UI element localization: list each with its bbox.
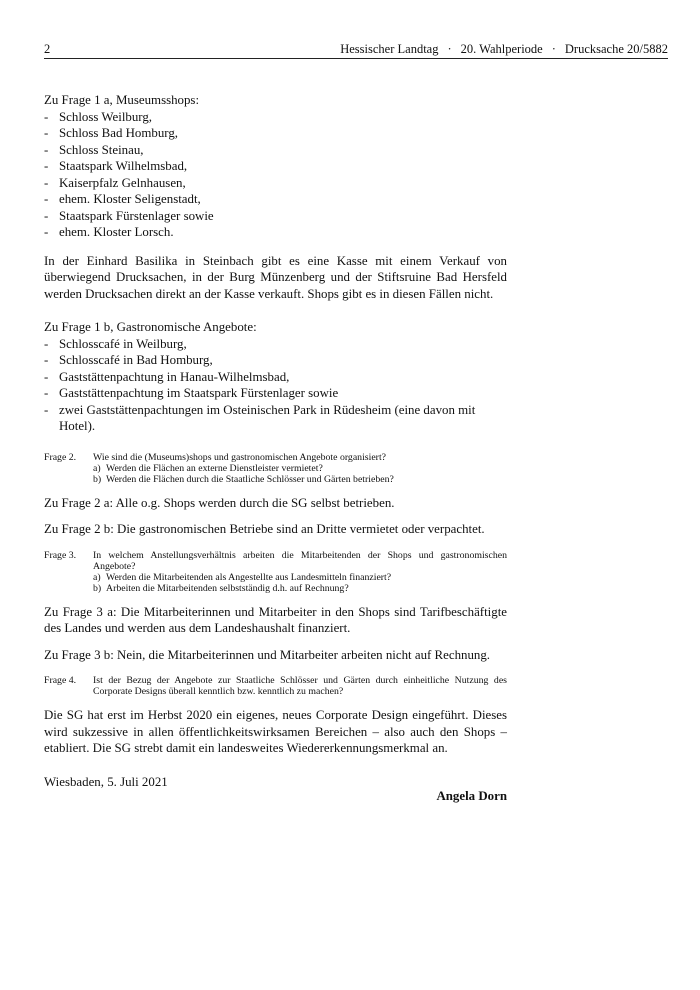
- document-body: [44, 92, 507, 808]
- answer-3b: Zu Frage 3 b: Nein, die Mitarbeiterinnen und Mitarbeiter arbeiten nicht auf Rechnung.: [44, 647, 491, 662]
- question-3: [44, 550, 507, 594]
- question-4: [44, 675, 507, 697]
- answer-2a: Zu Frage 2 a: Alle o.g. Shops werden durch die SG selbst betrieben.: [44, 495, 395, 510]
- list-item: - Schlosscafé in Weilburg,: [44, 336, 187, 351]
- list-item: - Kaiserpfalz Gelnhausen,: [44, 175, 186, 190]
- list-item: - zwei Gaststättenpachtungen im Osteinischen Park in Rüdesheim (eine davon mit Hotel).: [44, 402, 476, 433]
- list-item: - Gaststättenpachtung im Staatspark Fürstenlager sowie: [44, 386, 339, 400]
- header-separator: ·: [447, 42, 452, 56]
- list-item: - ehem. Kloster Seligenstadt,: [44, 192, 201, 206]
- header-drucksache: Drucksache 20/5882: [564, 42, 668, 56]
- header-meta: [340, 42, 668, 57]
- question-label: Frage 2.: [44, 451, 77, 463]
- answer-3a: Zu Frage 3 a: Die Mitarbeiterinnen und Mitarbeiter in den Shops sind Tarifbeschäftigte des Landes und werden aus dem Landeshaushalt finanziert.: [44, 604, 507, 635]
- question-text: Ist der Bezug der Angebote zur Staatliche Schlösser und Gärten durch einheitliche Nutzung des Corporate Designs überall kenntlich bzw. kenntlich zu machen?: [93, 675, 507, 697]
- list-item: - Staatspark Wilhelmsbad,: [44, 159, 188, 173]
- gastronomy-list: [44, 336, 507, 435]
- signature-block: [44, 774, 507, 808]
- page-number: 2: [44, 42, 51, 56]
- list-item: - ehem. Kloster Lorsch.: [44, 225, 174, 239]
- signer-name: Angela Dorn: [436, 788, 507, 803]
- question-label: Frage 4.: [44, 675, 77, 686]
- question-text: Wie sind die (Museums)shops und gastronomischen Angebote organisiert?: [93, 451, 387, 463]
- question-2: [44, 452, 507, 485]
- list-item: - Schlosscafé in Bad Homburg,: [44, 353, 213, 367]
- question-sub-a: a) Werden die Flächen an externe Dienstleister vermietet?: [93, 462, 323, 474]
- place-date: Wiesbaden, 5. Juli 2021: [44, 774, 168, 789]
- header-rule: [44, 58, 668, 59]
- list-item: - Gaststättenpachtung in Hanau-Wilhelmsbad,: [44, 369, 290, 384]
- list-item: - Schloss Weilburg,: [44, 109, 153, 124]
- page-header: [44, 42, 668, 58]
- answer-2b: Zu Frage 2 b: Die gastronomischen Betriebe sind an Dritte vermietet oder verpachtet.: [44, 522, 485, 536]
- question-sub-b: b) Werden die Flächen durch die Staatliche Schlösser und Gärten betrieben?: [93, 473, 394, 485]
- answer-1a-intro: Zu Frage 1 a, Museumsshops:: [44, 93, 200, 107]
- museum-shops-list: [44, 109, 507, 241]
- question-sub-b: b) Arbeiten die Mitarbeitenden selbstständig d.h. auf Rechnung?: [93, 582, 349, 594]
- header-period: 20. Wahlperiode: [460, 42, 543, 56]
- answer-1a-paragraph: In der Einhard Basilika in Steinbach gibt es eine Kasse mit einem Verkauf von überwiegend Drucksachen, in der Burg Münzenberg und der Stiftsruine Bad Hersfeld werden Drucksachen direkt an der Kasse verkauft. Shops gibt es in diesen Fällen nicht.: [44, 253, 507, 301]
- header-separator: ·: [551, 42, 556, 56]
- list-item: - Schloss Bad Homburg,: [44, 126, 179, 140]
- list-item: - Staatspark Fürstenlager sowie: [44, 208, 214, 223]
- question-label: Frage 3.: [44, 549, 77, 561]
- answer-4: Die SG hat erst im Herbst 2020 ein eigenes, neues Corporate Design eingeführt. Dieses wird sukzessive in allen öffentlichkeitswirksamen Bereichen – also auch den Shops – etabliert. Die SG strebt damit ein landesweites Wiedererkennungsmerkmal an.: [44, 708, 507, 755]
- question-text: In welchem Anstellungsverhältnis arbeiten die Mitarbeitenden der Shops und gastronomischen Angebote?: [93, 549, 507, 572]
- list-item: - Schloss Steinau,: [44, 142, 144, 157]
- header-parliament: Hessischer Landtag: [340, 42, 439, 56]
- question-sub-a: a) Werden die Mitarbeitenden als Angestellte aus Landesmitteln finanziert?: [93, 571, 392, 583]
- answer-1b-intro: Zu Frage 1 b, Gastronomische Angebote:: [44, 320, 257, 334]
